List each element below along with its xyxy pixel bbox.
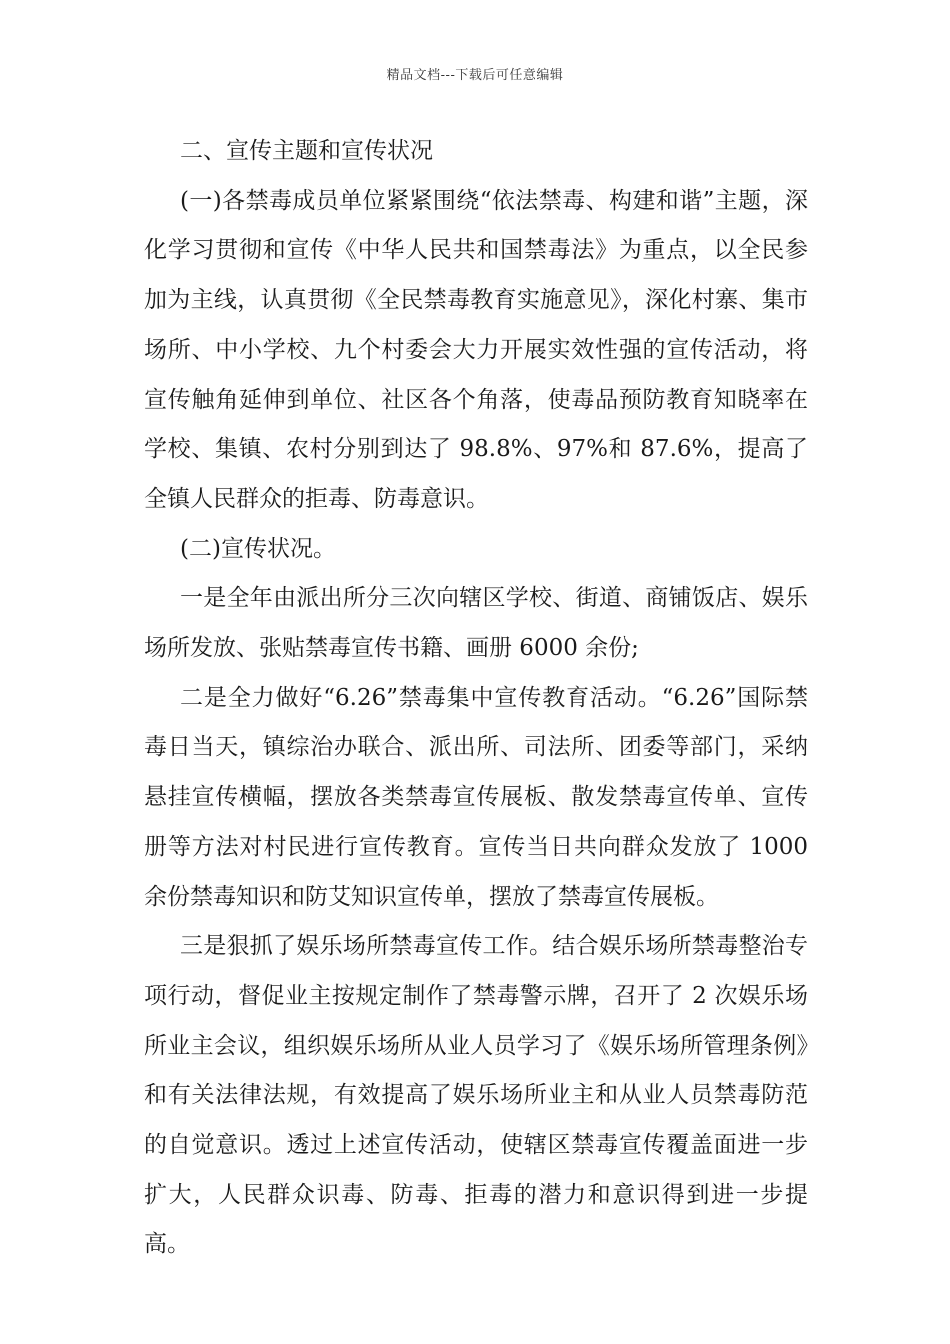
subsection-heading: (二)宣传状况。 [180,535,336,562]
paragraph-third-item: 三是狠抓了娱乐场所禁毒宣传工作。结合娱乐场所禁毒整治专项行动，督促业主按规定制作了禁毒警示牌，召开了 2 次娱乐场所业主会议，组织娱乐场所从业人员学习了《娱乐场所管理条例》和有关法律法规，有效提高了娱乐场所业主和从业人员禁毒防范的自觉意识。透过上述宣传活动，使辖区禁毒宣传覆盖面进一步扩大，人民群众识毒、防毒、拒毒的潜力和意识得到进一步提高。 [144,933,808,1258]
paragraph-second-item: 二是全力做好“6.26”禁毒集中宣传教育活动。“6.26”国际禁毒日当天，镇综治办联合、派出所、司法所、团委等部门，采纳悬挂宣传横幅，摆放各类禁毒宣传展板、散发禁毒宣传单、宣传册等方法对村民进行宣传教育。宣传当日共向群众发放了 1000 余份禁毒知识和防艾知识宣传单，摆放了禁毒宣传展板。 [144,684,808,910]
section-heading: 二、宣传主题和宣传状况 [180,138,433,164]
paragraph-first-item: 一是全年由派出所分三次向辖区学校、街道、商铺饭店、娱乐场所发放、张贴禁毒宣传书籍、画册 6000 余份; [144,585,808,662]
page-header: 精品文档---下载后可任意编辑 [386,68,564,83]
document-body [144,127,808,1270]
paragraph-theme: (一)各禁毒成员单位紧紧围绕“依法禁毒、构建和谐”主题，深化学习贯彻和宣传《中华人民共和国禁毒法》为重点，以全民参加为主线，认真贯彻《全民禁毒教育实施意见》，深化村寨、集市场所、中小学校、九个村委会大力开展实效性强的宣传活动，将宣传触角延伸到单位、社区各个角落，使毒品预防教育知晓率在学校、集镇、农村分别到达了 98.8%、97%和 87.6%，提高了全镇人民群众的拒毒、防毒意识。 [144,187,808,512]
